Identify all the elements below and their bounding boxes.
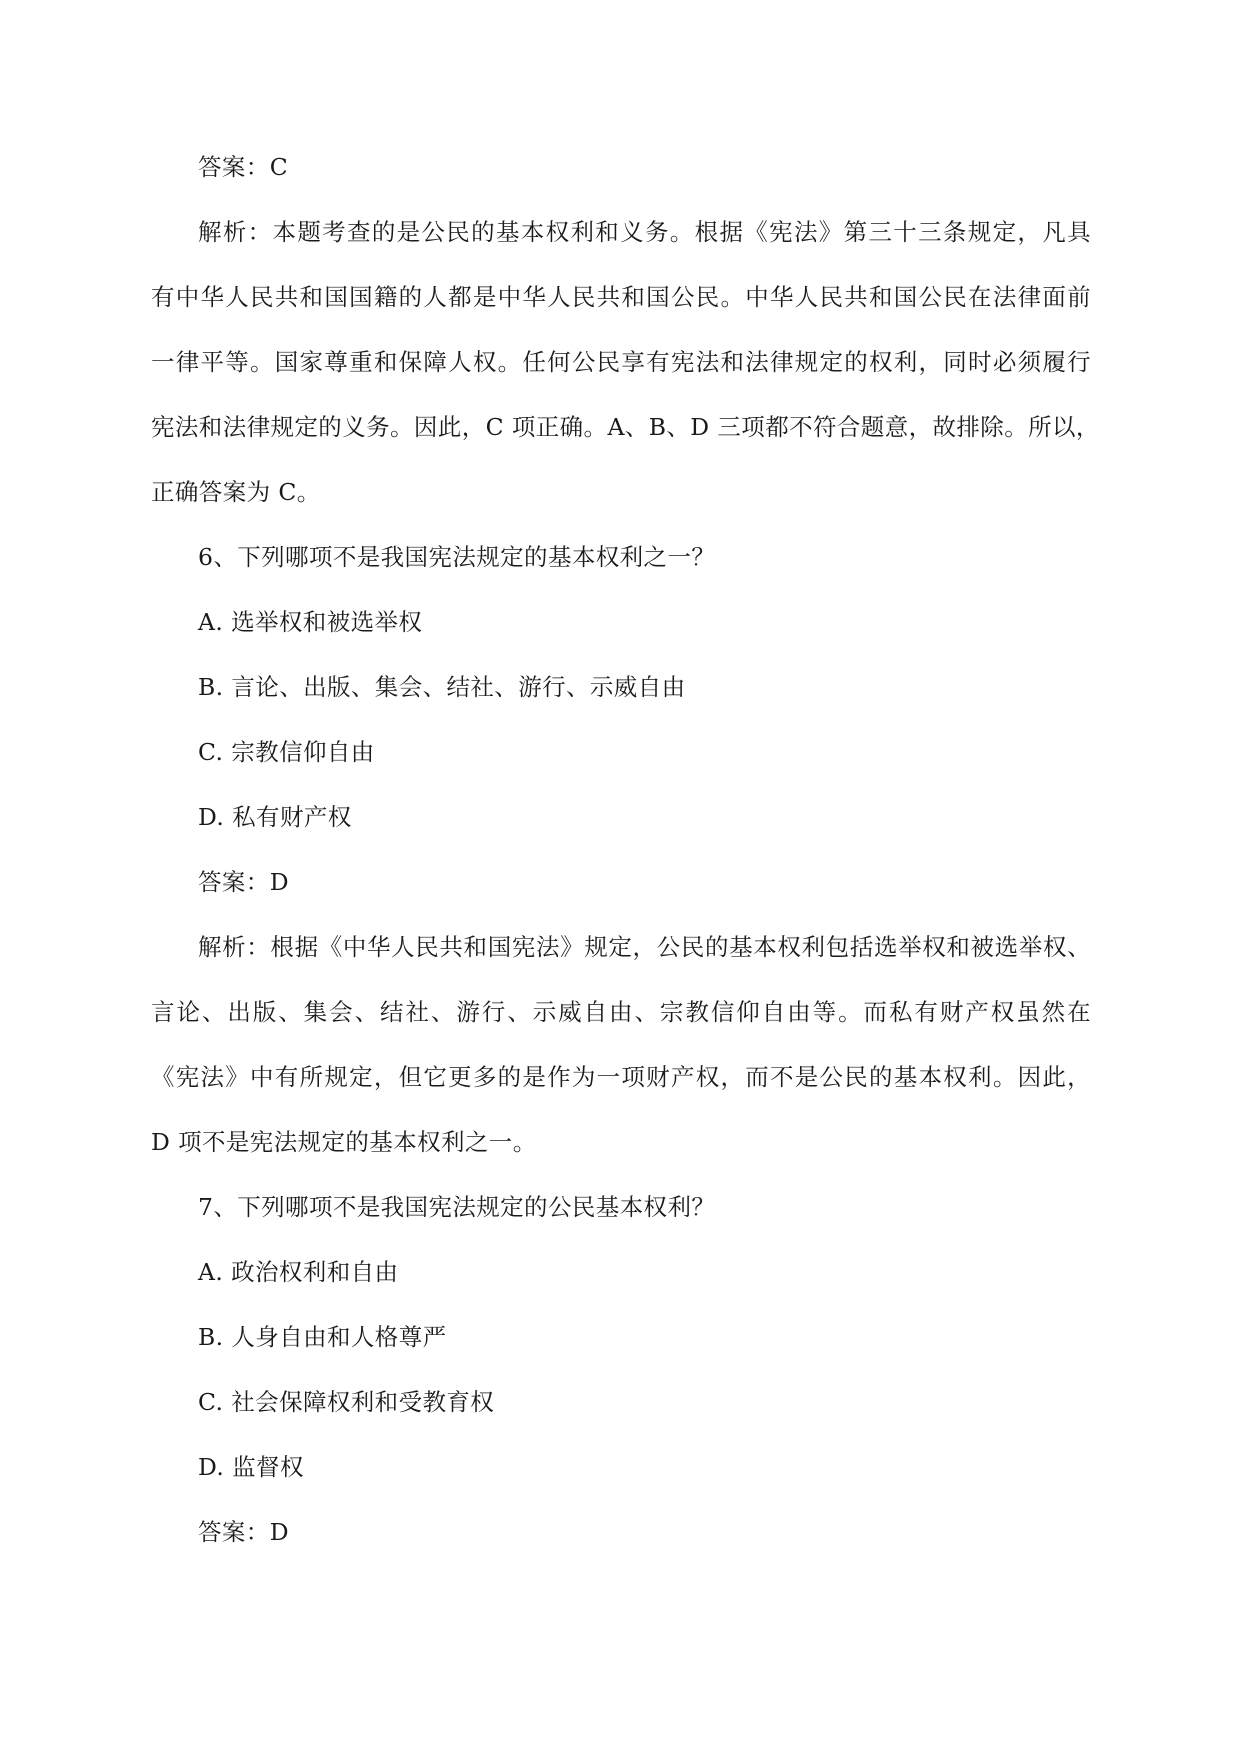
- question-7: 7、下列哪项不是我国宪法规定的公民基本权利？: [198, 1193, 716, 1221]
- analysis-q5-line-2: 有中华人民共和国国籍的人都是中华人民共和国公民。中华人民共和国公民在法律面前: [151, 283, 1091, 311]
- q7-option-a: A. 政治权利和自由: [198, 1258, 399, 1286]
- analysis-q6-line-4: D 项不是宪法规定的基本权利之一。: [151, 1128, 537, 1156]
- analysis-q6-line-2: 言论、出版、集会、结社、游行、示威自由、宗教信仰自由等。而私有财产权虽然在: [151, 998, 1091, 1026]
- q7-option-b: B. 人身自由和人格尊严: [198, 1323, 447, 1351]
- analysis-q6-line-1: 解析：根据《中华人民共和国宪法》规定，公民的基本权利包括选举权和被选举权、: [198, 933, 1091, 961]
- analysis-q5: [151, 200, 1100, 525]
- analysis-q6: [151, 915, 1091, 1175]
- q6-option-b: B. 言论、出版、集会、结社、游行、示威自由: [198, 673, 686, 701]
- q7-option-c: C. 社会保障权利和受教育权: [198, 1388, 495, 1416]
- answer-q7: 答案：D: [198, 1518, 289, 1546]
- q6-option-c: C. 宗教信仰自由: [198, 738, 375, 766]
- analysis-q5-line-3: 一律平等。国家尊重和保障人权。任何公民享有宪法和法律规定的权利，同时必须履行: [151, 348, 1091, 376]
- analysis-q5-line-5: 正确答案为 C。: [151, 478, 321, 506]
- q6-option-d: D. 私有财产权: [198, 803, 352, 831]
- analysis-q5-line-4: 宪法和法律规定的义务。因此，C 项正确。A、B、D 三项都不符合题意，故排除。所以，: [151, 413, 1100, 441]
- answer-q6: 答案：D: [198, 868, 289, 896]
- analysis-q5-line-1: 解析：本题考查的是公民的基本权利和义务。根据《宪法》第三十三条规定，凡具: [198, 218, 1091, 246]
- document-body: [151, 135, 1100, 1565]
- q7-option-d: D. 监督权: [198, 1453, 304, 1481]
- answer-q5: 答案：C: [198, 153, 289, 181]
- question-6: 6、下列哪项不是我国宪法规定的基本权利之一？: [198, 543, 716, 571]
- analysis-q6-line-3: 《宪法》中有所规定，但它更多的是作为一项财产权，而不是公民的基本权利。因此，: [151, 1063, 1091, 1091]
- q6-option-a: A. 选举权和被选举权: [198, 608, 423, 636]
